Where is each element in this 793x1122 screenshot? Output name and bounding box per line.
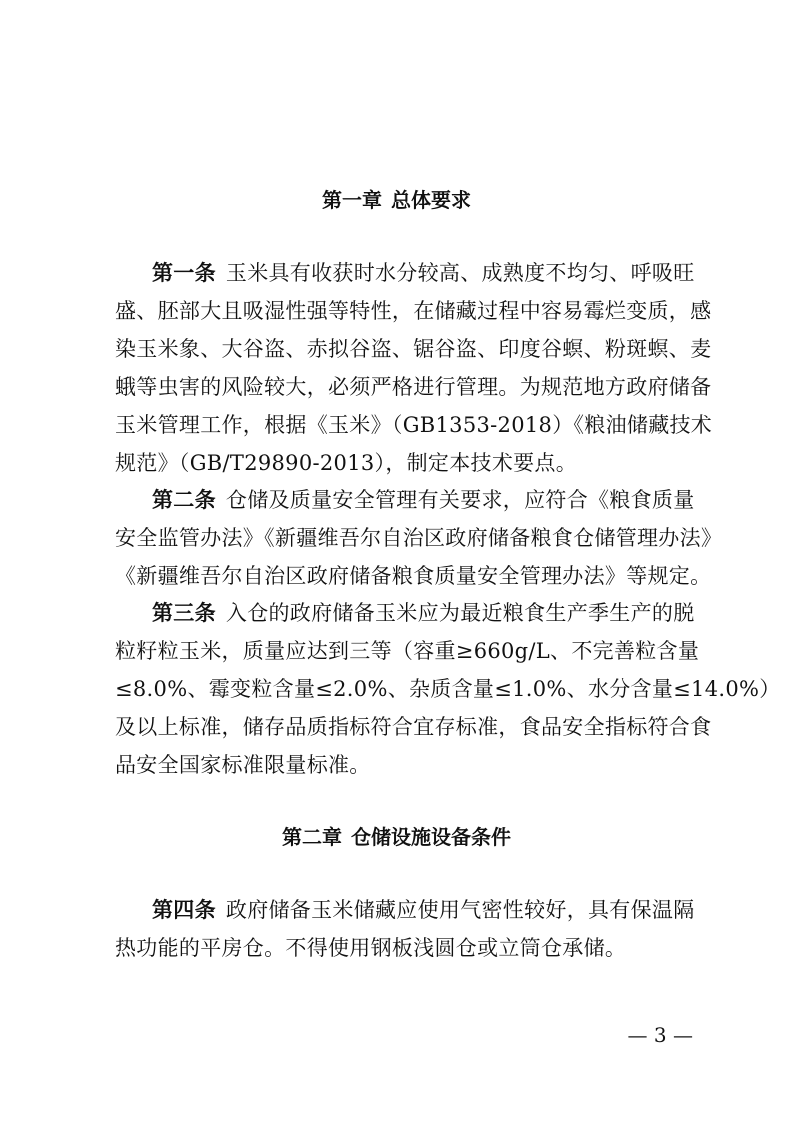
article-2-label: 第二条	[152, 488, 216, 512]
article-2-line-2: 安全监管办法》《新疆维吾尔自治区政府储备粮食仓储管理办法》	[115, 526, 723, 550]
article-3-text-1: 入仓的政府储备玉米应为最近粮食生产季生产的脱	[225, 601, 695, 625]
article-2-line-1	[152, 485, 695, 515]
article-3-label: 第三条	[152, 601, 216, 625]
article-1-line-1	[152, 258, 695, 288]
chapter-1-number: 第一章	[322, 188, 382, 212]
chapter-1-heading	[0, 186, 793, 214]
article-3-line-5: 品安全国家标准限量标准。	[115, 753, 371, 777]
article-1-label: 第一条	[152, 261, 216, 285]
article-2-text-1: 仓储及质量安全管理有关要求，应符合《粮食质量	[225, 488, 695, 512]
article-3-line-4: 及以上标准，储存品质指标符合宜存标准，食品安全指标符合食	[115, 715, 712, 739]
article-3-line-3: ≤8.0%、霉变粒含量≤2.0%、杂质含量≤1.0%、水分含量≤14.0%）	[115, 677, 781, 701]
article-1-text-1: 玉米具有收获时水分较高、成熟度不均匀、呼吸旺	[225, 261, 695, 285]
article-3-line-2: 粒籽粒玉米，质量应达到三等（容重≥660g/L、不完善粒含量	[115, 639, 700, 663]
article-1-line-4: 蛾等虫害的风险较大，必须严格进行管理。为规范地方政府储备	[115, 375, 712, 399]
article-1-line-3: 染玉米象、大谷盗、赤拟谷盗、锯谷盗、印度谷螟、粉斑螟、麦	[115, 337, 712, 361]
article-4-label: 第四条	[152, 898, 216, 922]
chapter-1-title: 总体要求	[391, 188, 471, 212]
article-1-line-2: 盛、胚部大且吸湿性强等特性，在储藏过程中容易霉烂变质，感	[115, 299, 712, 323]
chapter-2-title: 仓储设施设备条件	[351, 825, 511, 849]
article-3-line-1	[152, 598, 695, 628]
article-1-line-6: 规范》（GB/T29890-2013），制定本技术要点。	[115, 451, 578, 475]
chapter-2-heading	[0, 823, 793, 851]
article-4-line-1	[152, 895, 695, 925]
article-4-text-1: 政府储备玉米储藏应使用气密性较好，具有保温隔	[225, 898, 695, 922]
page-number: — 3 —	[627, 1023, 693, 1047]
article-1-line-5: 玉米管理工作，根据《玉米》（GB1353-2018）《粮油储藏技术	[115, 413, 713, 437]
article-2-line-3: 《新疆维吾尔自治区政府储备粮食质量安全管理办法》等规定。	[115, 564, 712, 588]
chapter-2-number: 第二章	[282, 825, 342, 849]
article-4-line-2: 热功能的平房仓。不得使用钢板浅圆仓或立筒仓承储。	[115, 936, 627, 960]
